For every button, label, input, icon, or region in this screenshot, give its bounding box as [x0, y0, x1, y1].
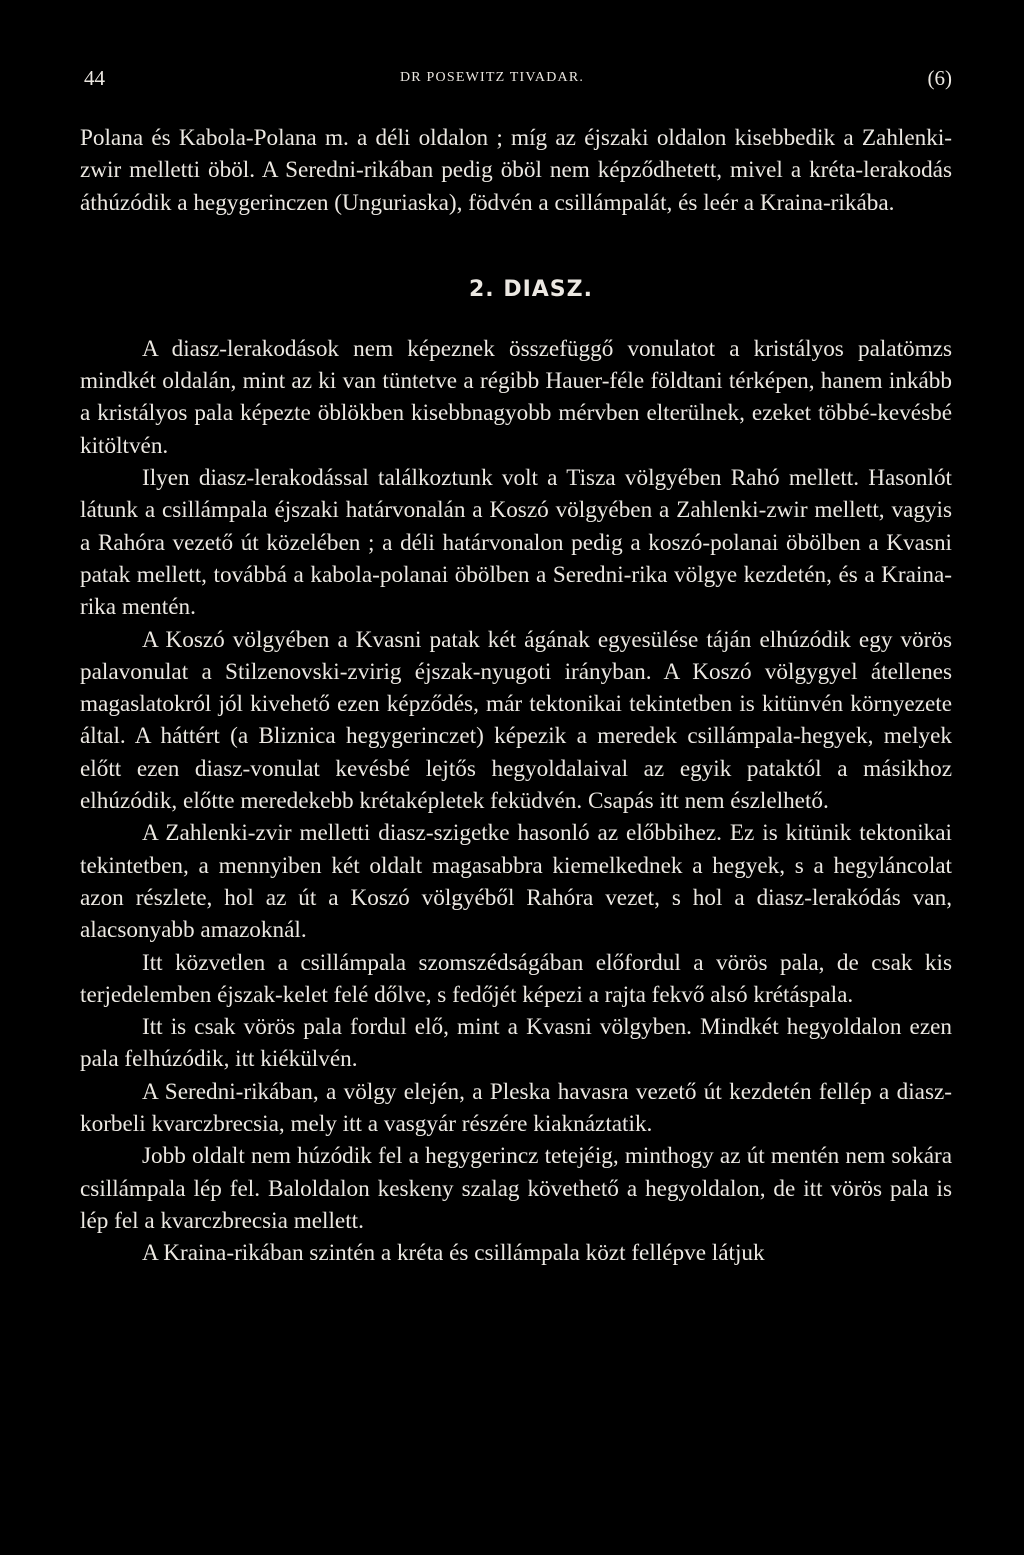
section-heading — [80, 219, 952, 333]
body-text — [80, 122, 952, 1270]
paragraph: Jobb oldalt nem húzódik fel a hegygerincz tetejéig, minthogy az út mentén nem sokára csillámpala lép fel. Baloldalon keskeny szalag követhető a hegyoldalon, de itt vörös pala is lép fel a kvarczbrecsia mellett. — [80, 1143, 952, 1234]
section-title: 2. DIASZ. — [469, 276, 593, 302]
page — [80, 66, 952, 1270]
paragraph-continued: Polana és Kabola-Polana m. a déli oldalon ; míg az éjszaki oldalon kisebbedik a Zahlenki-zwir melletti öböl. A Seredni-rikában pedig öböl nem képződhetett, mivel a kréta-lerakodás áthúzódik a hegygerinczen (Unguriaska), födvén a csillámpalát, és leér a Kraina-rikába. — [80, 125, 952, 216]
paragraph: Itt közvetlen a csillámpala szomszédságában előfordul a vörös pala, de csak kis terjedelemben éjszak-kelet felé dőlve, s fedőjét képezi a rajta fekvő alsó krétáspala. — [80, 949, 952, 1008]
page-number: 44 — [84, 66, 105, 90]
paragraph: Itt is csak vörös pala fordul elő, mint a Kvasni völgyben. Mindkét hegyoldalon ezen pala felhúzódik, itt kiékülvén. — [80, 1014, 952, 1073]
paragraph: A diasz-lerakodások nem képeznek összefüggő vonulatot a kristályos palatömzs mindkét oldalán, mint az ki van tüntetve a régibb Hauer-féle földtani térképen, hanem inkább a kristályos pala képezte öblökben kisebbnagyobb mérvben elterülnek, ezeket többé-kevésbé kitöltvén. — [80, 335, 952, 459]
paragraph: Ilyen diasz-lerakodással találkoztunk volt a Tisza völgyében Rahó mellett. Hasonlót látunk a csillámpala éjszaki határvonalán a Koszó völgyében a Zahlenki-zwir mellett, vagyis a Rahóra vezető út közelében ; a déli határvonalon pedig a koszó-polanai öbölben a Kvasni patak mellett, továbbá a kabola-polanai öbölben a Seredni-rika völgye kezdetén, és a Kraina-rika mentén. — [80, 465, 952, 621]
running-title-author: DR POSEWITZ TIVADAR. — [400, 70, 585, 85]
paragraph-last: A Kraina-rikában szintén a kréta és csillámpala közt fellépve látjuk — [142, 1240, 765, 1267]
paragraph: A Zahlenki-zvir melletti diasz-szigetke hasonló az előbbihez. Ez is kitünik tektonikai tekintetben, a mennyiben két oldalt magasabbra kiemelkednek a hegyek, s a hegyláncolat azon részlete, hol az út a Koszó völgyéből Rahóra vezet, s hol a diasz-lerakódás van, alacsonyabb amazoknál. — [80, 820, 952, 944]
paragraph: A Seredni-rikában, a völgy elején, a Pleska havasra vezető út kezdetén fellép a diasz-korbeli kvarczbrecsia, mely itt a vasgyár részére kiaknáztatik. — [80, 1078, 952, 1138]
paragraph: A Koszó völgyében a Kvasni patak két ágának egyesülése táján elhúzódik egy vörös palavonulat a Stilzenovski-zvirig éjszak-nyugoti irányban. A Koszó völgygyel átellenes magaslatokról jól kivehető ezen képződés, már tektonikai tekintetben is kitünvén környezete által. A háttért (a Bliznica hegygerinczet) képezik a meredek csillámpala-hegyek, melyek előtt ezen diasz-vonulat kevésbé lejtős hegyoldalaival az egyik pataktól a másikhoz elhúzódik, előtte meredekebb krétaképletek feküdvén. Csapás itt nem észlelhető. — [80, 626, 952, 815]
part-number: (6) — [927, 66, 952, 90]
running-header — [80, 66, 952, 96]
